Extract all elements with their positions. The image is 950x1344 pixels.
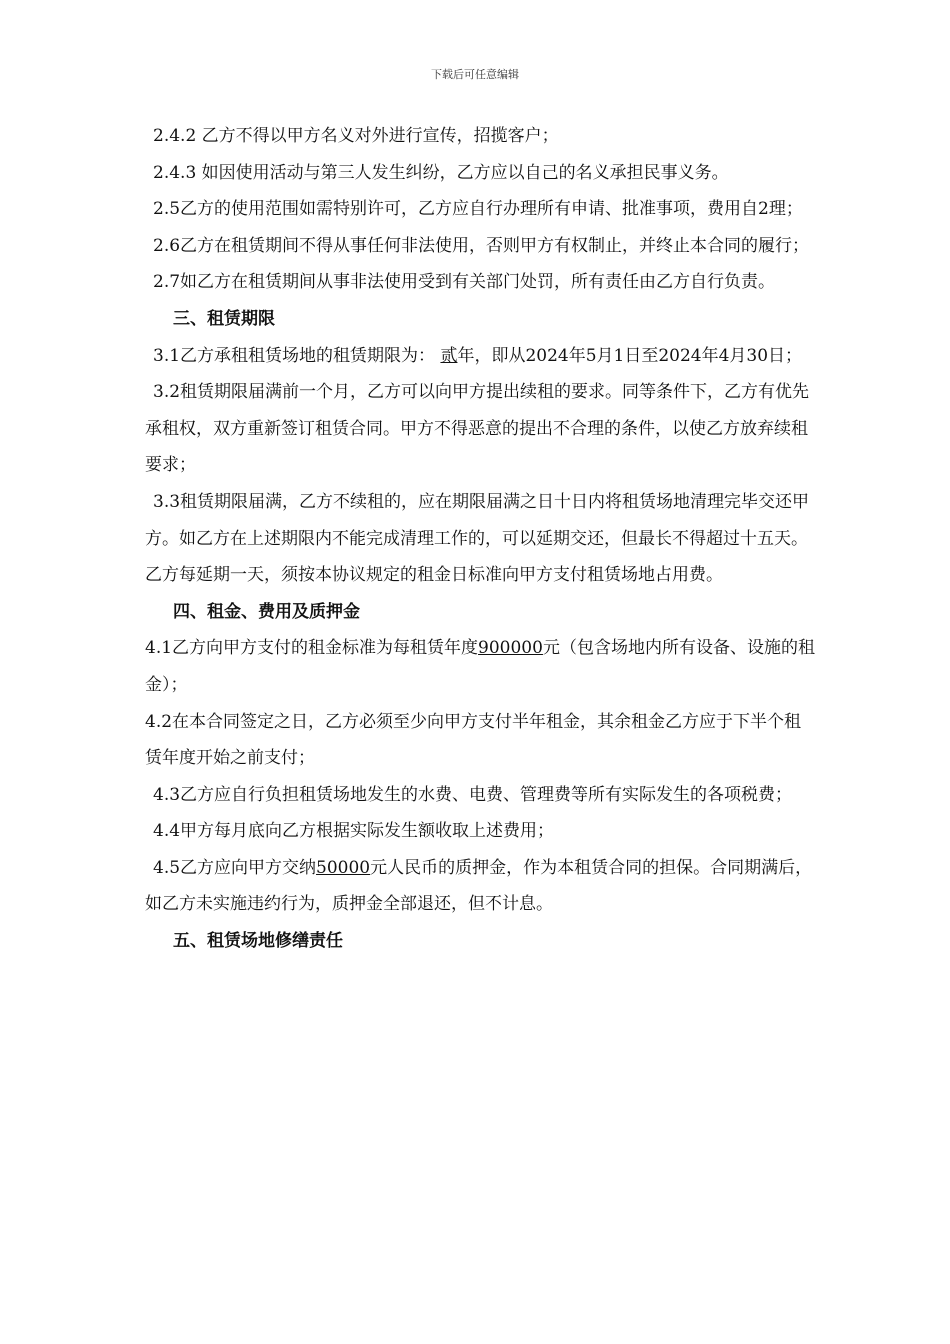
clause-2-4-3: 2.4.3 如因使用活动与第三人发生纠纷，乙方应以自己的名义承担民事义务。 xyxy=(153,162,729,183)
clause-3-2: 3.2租赁期限届满前一个月，乙方可以向甲方提出续租的要求。同等条件下，乙方有优先承租权，双方重新签订租赁合同。甲方不得恶意的提出不合理的条件，以使乙方放弃续租要求； xyxy=(145,382,810,476)
clause-4-5-text-b: 元人民币的质押金，作为本租赁合同的担保。合同期满后，如乙方未实施违约行为，质押金全部退还，但不计息。 xyxy=(145,857,813,915)
clause-4-1 xyxy=(145,630,815,703)
clause-4-5-text-a: 4.5乙方应向甲方交纳 xyxy=(153,857,317,878)
section-heading-3: 三、租赁期限 xyxy=(173,308,275,329)
clause-2-4-2: 2.4.2 乙方不得以甲方名义对外进行宣传，招揽客户； xyxy=(153,126,559,146)
clause-2-7: 2.7如乙方在租赁期间从事非法使用受到有关部门处罚，所有责任由乙方自行负责。 xyxy=(153,272,776,293)
clause-2-6: 2.6乙方在租赁期间不得从事任何非法使用，否则甲方有权制止，并终止本合同的履行； xyxy=(153,235,810,256)
lease-term-value: 贰 xyxy=(440,345,458,366)
clause-4-1-text-a: 4.1乙方向甲方支付的租金标准为每租赁年度 xyxy=(145,638,479,659)
section-heading-4: 四、租金、费用及质押金 xyxy=(173,601,360,622)
clause-3-1 xyxy=(145,338,815,375)
section-heading-5: 五、租赁场地修缮责任 xyxy=(173,931,343,952)
page-header-note: 下载后可任意编辑 xyxy=(431,68,519,81)
clause-4-5 xyxy=(145,850,815,923)
clause-3-1-text-a: 3.1乙方承租租赁场地的租赁期限为： xyxy=(153,345,441,366)
clause-4-1-text-b: 元（包含场地内所有设备、设施的租金）； xyxy=(145,638,815,695)
clause-3-3: 3.3租赁期限届满，乙方不续租的，应在期限届满之日十日内将租赁场地清理完毕交还甲方。如乙方在上述期限内不能完成清理工作的，可以延期交还，但最长不得超过十五天。乙方每延期一天，须按本协议规定的租金日标准向甲方支付租赁场地占用费。 xyxy=(145,491,810,586)
deposit-amount: 50000 xyxy=(316,857,371,878)
clause-4-2: 4.2在本合同签定之日，乙方必须至少向甲方支付半年租金，其余租金乙方应于下半个租赁年度开始之前支付； xyxy=(145,711,802,769)
annual-rent-amount: 900000 xyxy=(478,638,543,659)
document-body xyxy=(145,118,815,960)
clause-4-4: 4.4甲方每月底向乙方根据实际发生额收取上述费用； xyxy=(153,821,555,842)
clause-3-1-text-b: 年，即从2024年5月1日至2024年4月30日； xyxy=(457,345,803,366)
clause-2-5: 2.5乙方的使用范围如需特别许可，乙方应自行办理所有申请、批准事项，费用自2理； xyxy=(153,199,803,220)
clause-4-3: 4.3乙方应自行负担租赁场地发生的水费、电费、管理费等所有实际发生的各项税费； xyxy=(153,784,793,805)
